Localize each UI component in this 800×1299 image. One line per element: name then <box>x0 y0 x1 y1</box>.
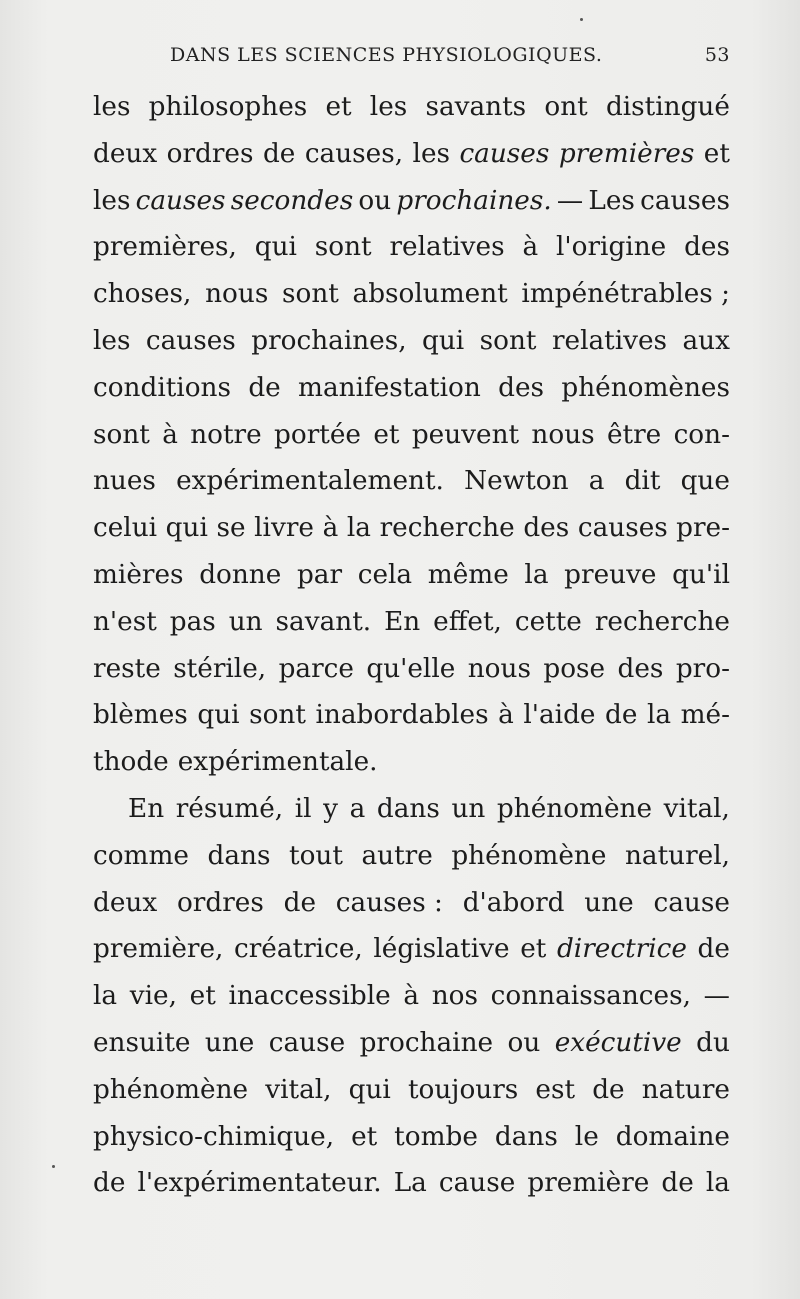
running-title: DANS LES SCIENCES PHYSIOLOGIQUES. <box>170 44 603 66</box>
word: nature <box>641 1074 730 1105</box>
word: et <box>703 138 730 169</box>
word: prochaines. <box>396 185 552 216</box>
word: à <box>498 700 514 731</box>
text-line <box>93 1160 730 1207</box>
word: même <box>427 559 509 590</box>
word: celui <box>93 513 158 544</box>
word: causes, <box>304 138 404 169</box>
word: un <box>228 606 263 637</box>
text-line <box>93 131 730 178</box>
word: vie, <box>129 981 177 1012</box>
word: deux <box>93 138 158 169</box>
word: a <box>588 466 605 497</box>
word: dans <box>207 840 271 871</box>
text-line <box>93 412 730 459</box>
word: nos <box>431 981 478 1012</box>
word: les <box>93 92 131 122</box>
word: deux <box>93 887 158 918</box>
word: à <box>403 981 420 1012</box>
word: le <box>574 1121 599 1152</box>
word: se <box>216 513 246 544</box>
word: les <box>412 138 450 169</box>
word: — <box>556 185 584 216</box>
word: nous <box>531 419 595 450</box>
word: ensuite <box>93 1027 191 1058</box>
word: mières <box>93 559 184 590</box>
word: cela <box>357 559 413 590</box>
word: de <box>248 372 281 403</box>
word: dans <box>494 1121 558 1152</box>
word: de <box>283 887 317 918</box>
word: la <box>93 981 118 1012</box>
word: d'abord <box>462 887 565 918</box>
word: impénétrables ; <box>521 279 730 310</box>
word: ou <box>507 1027 541 1058</box>
word: législative <box>373 934 510 965</box>
text-line <box>93 786 730 833</box>
word: prochaine <box>359 1027 494 1058</box>
word: notre <box>190 419 262 450</box>
word: les <box>93 185 131 216</box>
word: créatrice, <box>234 934 363 965</box>
word: causes <box>640 185 730 216</box>
word: causes pre- <box>577 513 730 544</box>
text-line <box>93 84 730 131</box>
word: directrice <box>556 934 687 965</box>
word: qu'elle <box>366 653 456 684</box>
text-line <box>93 552 730 599</box>
text-line <box>93 271 730 318</box>
word: vital, <box>265 1074 332 1105</box>
word: cette <box>514 606 582 637</box>
word: toujours <box>407 1074 519 1105</box>
word: phénomène <box>496 793 653 824</box>
word: l'expérimentateur. <box>137 1168 382 1199</box>
word: cause <box>268 1027 346 1058</box>
word: con- <box>673 419 730 450</box>
word: causes <box>135 185 226 216</box>
word: relatives <box>551 325 668 356</box>
word: livre <box>254 513 314 544</box>
word: par <box>296 559 343 590</box>
word: Les <box>588 185 635 216</box>
word: ordres <box>176 887 264 918</box>
page-header <box>170 44 730 76</box>
word: premières <box>558 138 695 169</box>
word: premières, <box>93 232 237 263</box>
word: En <box>384 606 421 637</box>
word: inaccessible <box>228 981 391 1012</box>
word: a <box>349 793 366 824</box>
word: relatives <box>389 232 505 263</box>
text-line <box>93 365 730 412</box>
text-line <box>93 458 730 505</box>
word: qu'il <box>672 559 730 590</box>
word: que <box>680 466 730 497</box>
text-line <box>93 646 730 693</box>
word: thode <box>93 747 169 778</box>
word: dit <box>624 466 661 497</box>
text-line <box>93 880 730 927</box>
word: les <box>369 92 408 122</box>
word: sont <box>249 700 306 731</box>
word: prochaines, <box>251 325 407 356</box>
word: de <box>697 934 730 965</box>
word: des <box>684 232 730 263</box>
text-line <box>93 833 730 880</box>
word: l'aide <box>523 700 596 731</box>
word: et <box>325 92 352 122</box>
text-line <box>93 318 730 365</box>
word: à <box>162 419 178 450</box>
word: nous <box>467 653 531 684</box>
word: les <box>93 325 131 356</box>
word: et <box>189 981 216 1012</box>
word: à <box>322 513 339 544</box>
word: comme <box>93 840 189 871</box>
word: mé- <box>680 700 730 731</box>
word: de <box>592 1074 625 1105</box>
word: secondes <box>230 185 354 216</box>
word: dans <box>376 793 440 824</box>
word: de <box>661 1168 694 1199</box>
word: parce <box>278 653 354 684</box>
word: cause <box>653 887 730 918</box>
word: est <box>535 1074 576 1105</box>
word: sont <box>314 232 372 263</box>
word: la <box>524 559 549 590</box>
word: et <box>351 1121 378 1152</box>
word: pose <box>543 653 606 684</box>
text-line <box>93 692 730 739</box>
word: phénomène <box>451 840 607 871</box>
word: tout <box>289 840 343 871</box>
word: qui <box>422 325 465 356</box>
word: effet, <box>433 606 502 637</box>
ink-speck <box>52 1165 55 1168</box>
word: de <box>93 1168 126 1199</box>
ink-speck <box>580 18 583 21</box>
word: aux <box>682 325 730 356</box>
word: sont <box>282 279 339 310</box>
word: blèmes <box>93 700 188 731</box>
word: nues <box>93 466 156 497</box>
word: et <box>520 934 547 965</box>
word: qui <box>165 513 208 544</box>
word: autre <box>361 840 433 871</box>
word: une <box>204 1027 255 1058</box>
word: causes <box>459 138 550 169</box>
text-line <box>93 739 730 786</box>
text-line <box>93 1020 730 1067</box>
word: connaissances, <box>490 981 691 1012</box>
word: être <box>606 419 662 450</box>
word: savants <box>425 92 527 122</box>
word: causes <box>145 325 236 356</box>
word: choses, <box>93 279 192 310</box>
word: La <box>393 1168 427 1199</box>
word: de <box>262 138 296 169</box>
word: — <box>703 981 730 1012</box>
word: et <box>373 419 400 450</box>
text-line <box>93 224 730 271</box>
page-number: 53 <box>704 44 730 66</box>
word: sont <box>93 419 150 450</box>
word: résumé, <box>175 793 284 824</box>
word: du <box>696 1027 730 1058</box>
word: tombe <box>394 1121 478 1152</box>
text-line <box>93 926 730 973</box>
word: En <box>128 793 165 824</box>
word: des <box>523 513 570 544</box>
word: preuve <box>564 559 657 590</box>
word: de <box>605 700 638 731</box>
word: première <box>527 1168 650 1199</box>
word: domaine <box>615 1121 730 1152</box>
word: un <box>451 793 486 824</box>
word: philosophes <box>148 92 308 122</box>
word: nous <box>205 279 269 310</box>
word: naturel, <box>624 840 730 871</box>
word: Newton <box>464 466 569 497</box>
body-text <box>93 84 730 1207</box>
word: à <box>522 232 539 263</box>
word: l'origine <box>556 232 667 263</box>
word: absolument <box>352 279 508 310</box>
word: sont <box>479 325 537 356</box>
word: qui <box>348 1074 391 1105</box>
word: manifestation <box>298 372 481 403</box>
word: la <box>346 513 371 544</box>
text-line <box>93 505 730 552</box>
word: des <box>498 372 545 403</box>
text-line <box>93 1067 730 1114</box>
word: une <box>584 887 634 918</box>
word: savant. <box>275 606 372 637</box>
word: conditions <box>93 372 231 403</box>
word: n'est <box>93 606 157 637</box>
word: ordres <box>166 138 254 169</box>
word: qui <box>254 232 297 263</box>
word: phénomènes <box>561 372 730 403</box>
word: expérimentalement. <box>176 466 444 497</box>
word: reste <box>93 653 161 684</box>
word: pro- <box>675 653 730 684</box>
word: vital, <box>663 793 730 824</box>
word: la <box>646 700 672 731</box>
word: ou <box>358 185 392 216</box>
text-line <box>93 178 730 225</box>
word: peuvent <box>411 419 520 450</box>
word: qui <box>197 700 240 731</box>
word: recherche <box>379 513 515 544</box>
word: donne <box>199 559 282 590</box>
word: des <box>617 653 664 684</box>
word: il <box>294 793 312 824</box>
word: distingué <box>605 92 730 122</box>
word: expérimentale. <box>177 747 378 778</box>
word: portée <box>274 419 361 450</box>
text-line <box>93 973 730 1020</box>
word: phénomène <box>93 1074 249 1105</box>
word: la <box>705 1168 730 1199</box>
word: ont <box>544 92 588 122</box>
word: y <box>323 793 339 824</box>
word: cause <box>438 1168 516 1199</box>
word: exécutive <box>554 1027 682 1058</box>
word: physico-chimique, <box>93 1121 335 1152</box>
word: causes : <box>335 887 443 918</box>
word: pas <box>169 606 216 637</box>
word: recherche <box>594 606 730 637</box>
word: inabordables <box>315 700 489 731</box>
text-line <box>93 599 730 646</box>
word: première, <box>93 934 224 965</box>
word: stérile, <box>173 653 267 684</box>
text-line <box>93 1114 730 1161</box>
